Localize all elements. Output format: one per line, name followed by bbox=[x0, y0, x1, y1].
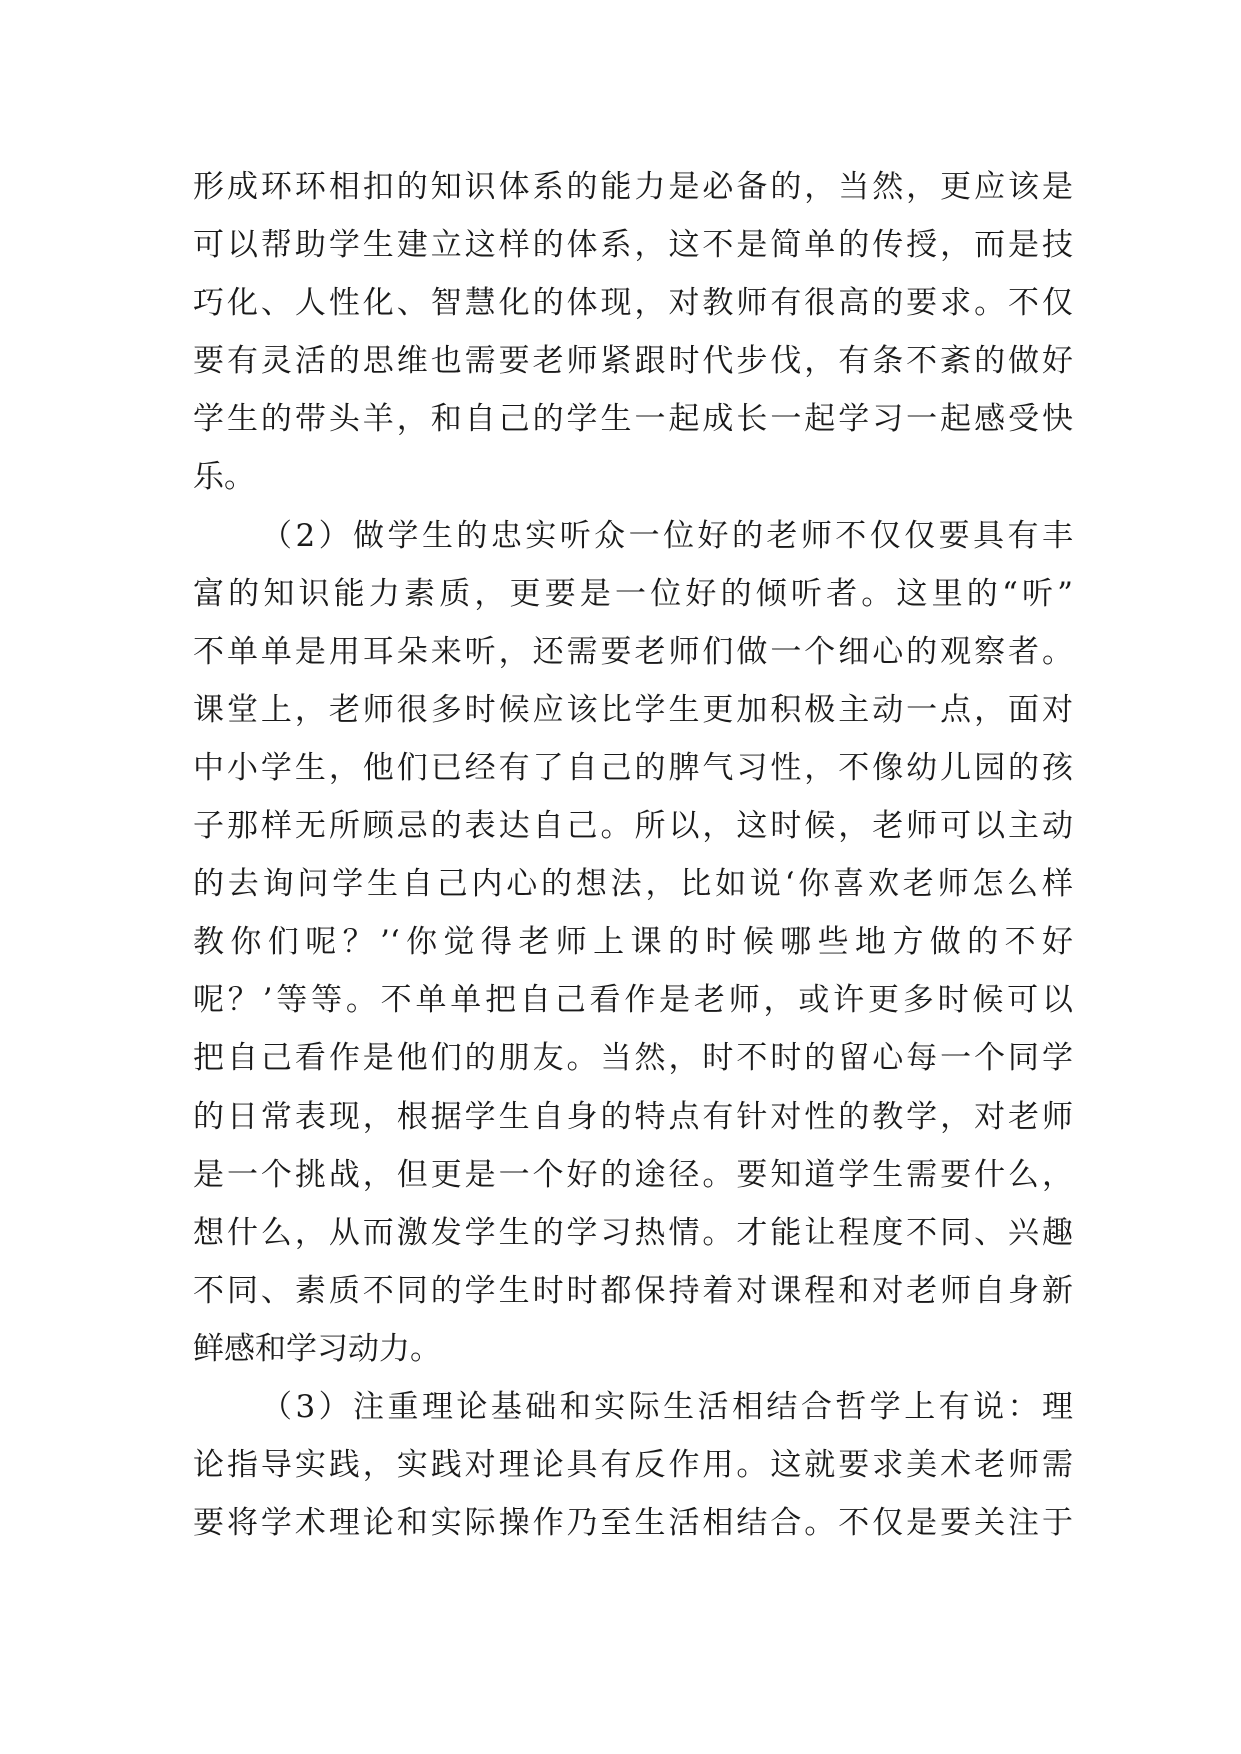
paragraph-heading-3: （3）注重理论基础和实际生活相结合哲学上有说：理 bbox=[261, 1388, 1073, 1425]
text-line: 巧化、人性化、智慧化的体现，对教师有很高的要求。不仅 bbox=[193, 285, 1073, 322]
text-line: 的去询问学生自己内心的想法，比如说‘你喜欢老师怎么样 bbox=[193, 866, 1073, 903]
paragraph-heading-2: （2）做学生的忠实听众一位好的老师不仅仅要具有丰 bbox=[261, 517, 1073, 554]
text-line: 鲜感和学习动力。 bbox=[193, 1330, 441, 1367]
text-line: 可以帮助学生建立这样的体系，这不是简单的传授，而是技 bbox=[193, 227, 1073, 264]
text-line: 课堂上，老师很多时候应该比学生更加积极主动一点，面对 bbox=[193, 691, 1073, 728]
text-line: 呢？’等等。不单单把自己看作是老师，或许更多时候可以 bbox=[193, 982, 1073, 1019]
text-line: 中小学生，他们已经有了自己的脾气习性，不像幼儿园的孩 bbox=[193, 749, 1073, 786]
text-line: 把自己看作是他们的朋友。当然，时不时的留心每一个同学 bbox=[193, 1040, 1073, 1077]
text-line: 不单单是用耳朵来听，还需要老师们做一个细心的观察者。 bbox=[193, 633, 1073, 670]
text-line: 不同、素质不同的学生时时都保持着对课程和对老师自身新 bbox=[193, 1272, 1073, 1309]
text-line: 要有灵活的思维也需要老师紧跟时代步伐，有条不紊的做好 bbox=[193, 343, 1073, 380]
text-line: 富的知识能力素质，更要是一位好的倾听者。这里的“听” bbox=[193, 575, 1073, 612]
text-line: 形成环环相扣的知识体系的能力是必备的，当然，更应该是 bbox=[193, 169, 1073, 205]
text-line: 学生的带头羊，和自己的学生一起成长一起学习一起感受快 bbox=[193, 401, 1073, 438]
text-line: 论指导实践，实践对理论具有反作用。这就要求美术老师需 bbox=[193, 1447, 1073, 1484]
text-line: 想什么，从而激发学生的学习热情。才能让程度不同、兴趣 bbox=[193, 1214, 1073, 1251]
body-text bbox=[193, 158, 1073, 1552]
text-line: 子那样无所顾忌的表达自己。所以，这时候，老师可以主动 bbox=[193, 808, 1073, 845]
text-line: 的日常表现，根据学生自身的特点有针对性的教学，对老师 bbox=[193, 1098, 1073, 1135]
text-line: 要将学术理论和实际操作乃至生活相结合。不仅是要关注于 bbox=[193, 1505, 1073, 1542]
text-line: 是一个挑战，但更是一个好的途径。要知道学生需要什么， bbox=[193, 1156, 1073, 1193]
text-line: 教你们呢？’‘你觉得老师上课的时候哪些地方做的不好 bbox=[193, 924, 1073, 961]
text-line: 乐。 bbox=[193, 459, 255, 496]
